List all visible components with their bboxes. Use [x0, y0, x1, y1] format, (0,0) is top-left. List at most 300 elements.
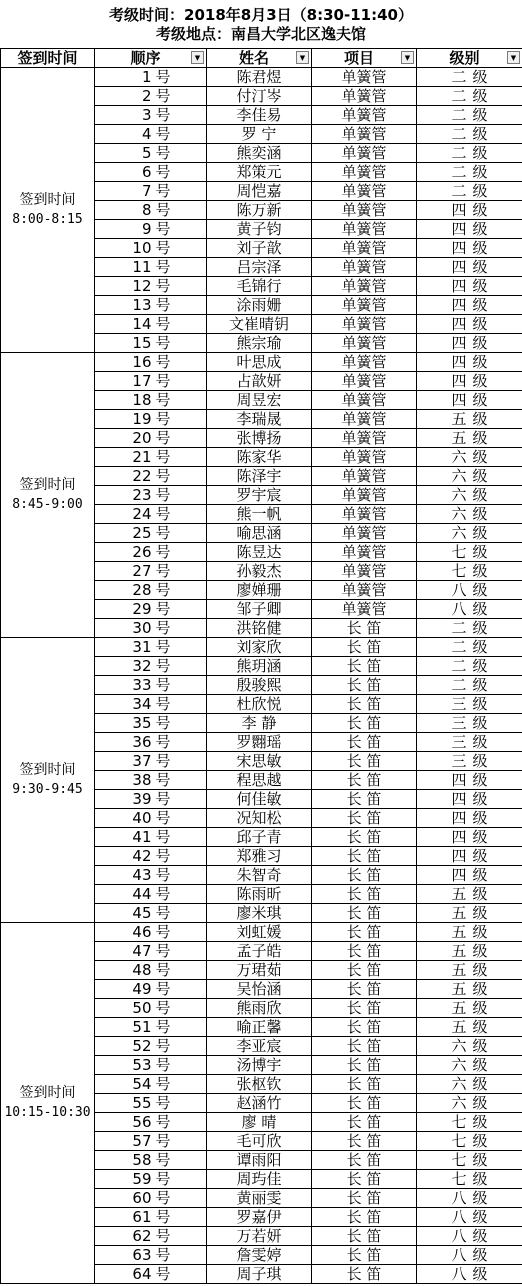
- name-cell: 李亚宸: [207, 1037, 312, 1056]
- order-number: 48: [132, 960, 152, 979]
- name-cell: 陈昱达: [207, 543, 312, 562]
- item-cell: 长 笛: [312, 1189, 417, 1208]
- order-number: 30: [132, 618, 152, 637]
- order-number: 7: [141, 181, 152, 200]
- order-cell: [95, 600, 207, 619]
- order-number: 43: [132, 865, 152, 884]
- item-cell: 单簧管: [312, 315, 417, 334]
- item-cell: 单簧管: [312, 467, 417, 486]
- order-cell: [95, 429, 207, 448]
- order-number: 51: [132, 1017, 152, 1036]
- level-cell: 七级: [417, 543, 522, 562]
- header-label: 级别: [449, 48, 480, 67]
- order-unit: 号: [155, 903, 171, 922]
- level-cell: 八级: [417, 1265, 522, 1284]
- level-cell: 六级: [417, 448, 522, 467]
- order-cell: [95, 505, 207, 524]
- order-number: 3: [141, 105, 152, 124]
- order-cell: [95, 448, 207, 467]
- order-number: 42: [132, 846, 152, 865]
- order-unit: 号: [155, 504, 171, 523]
- item-cell: 单簧管: [312, 410, 417, 429]
- level-cell: 五级: [417, 410, 522, 429]
- item-cell: 单簧管: [312, 258, 417, 277]
- order-cell: [95, 904, 207, 923]
- order-unit: 号: [155, 1093, 171, 1112]
- name-cell: 喻思涵: [207, 524, 312, 543]
- order-cell: [95, 353, 207, 372]
- order-cell: [95, 733, 207, 752]
- order-unit: 号: [155, 1131, 171, 1150]
- name-cell: 陈家华: [207, 448, 312, 467]
- item-cell: 长 笛: [312, 676, 417, 695]
- level-cell: 六级: [417, 524, 522, 543]
- order-cell: [95, 1170, 207, 1189]
- level-cell: 二级: [417, 638, 522, 657]
- item-cell: 单簧管: [312, 353, 417, 372]
- level-cell: 二级: [417, 676, 522, 695]
- order-unit: 号: [155, 181, 171, 200]
- name-cell: 文崔晴钥: [207, 315, 312, 334]
- order-cell: [95, 277, 207, 296]
- order-cell: [95, 410, 207, 429]
- filter-dropdown-icon[interactable]: ▼: [191, 51, 204, 64]
- order-cell: [95, 1018, 207, 1037]
- level-cell: 四级: [417, 790, 522, 809]
- level-cell: 四级: [417, 771, 522, 790]
- header-item: [312, 49, 417, 68]
- order-cell: [95, 524, 207, 543]
- order-unit: 号: [155, 1264, 171, 1283]
- order-unit: 号: [155, 751, 171, 770]
- order-cell: [95, 676, 207, 695]
- order-number: 21: [132, 447, 152, 466]
- order-number: 33: [132, 675, 152, 694]
- name-cell: 熊奕涵: [207, 144, 312, 163]
- order-cell: [95, 391, 207, 410]
- order-number: 63: [132, 1245, 152, 1264]
- order-cell: [95, 847, 207, 866]
- order-cell: [95, 638, 207, 657]
- level-cell: 四级: [417, 201, 522, 220]
- name-cell: 宋思敏: [207, 752, 312, 771]
- table-row: [1, 638, 522, 657]
- order-cell: [95, 581, 207, 600]
- name-cell: 孙毅杰: [207, 562, 312, 581]
- order-cell: [95, 68, 207, 87]
- level-cell: 八级: [417, 581, 522, 600]
- header-level: [417, 49, 522, 68]
- order-cell: [95, 657, 207, 676]
- order-number: 14: [132, 314, 152, 333]
- name-cell: 涂雨姗: [207, 296, 312, 315]
- order-unit: 号: [155, 1226, 171, 1245]
- order-number: 29: [132, 599, 152, 618]
- order-unit: 号: [155, 1188, 171, 1207]
- level-cell: 四级: [417, 391, 522, 410]
- order-unit: 号: [155, 1150, 171, 1169]
- schedule-table: [0, 48, 522, 1284]
- name-cell: 赵涵竹: [207, 1094, 312, 1113]
- filter-dropdown-icon[interactable]: ▼: [296, 51, 309, 64]
- name-cell: 熊玥涵: [207, 657, 312, 676]
- name-cell: 孟子皓: [207, 942, 312, 961]
- level-cell: 四级: [417, 353, 522, 372]
- checkin-time-range: 10:15-10:30: [4, 1105, 91, 1120]
- item-cell: 单簧管: [312, 106, 417, 125]
- item-cell: 长 笛: [312, 866, 417, 885]
- level-cell: 八级: [417, 1227, 522, 1246]
- order-number: 50: [132, 998, 152, 1017]
- item-cell: 单簧管: [312, 562, 417, 581]
- header-checkin-time: [1, 49, 95, 68]
- checkin-time-label: 签到时间: [19, 1085, 76, 1101]
- order-number: 13: [132, 295, 152, 314]
- item-cell: 长 笛: [312, 1170, 417, 1189]
- item-cell: 长 笛: [312, 1056, 417, 1075]
- order-unit: 号: [155, 580, 171, 599]
- level-cell: 六级: [417, 1075, 522, 1094]
- order-unit: 号: [155, 352, 171, 371]
- order-cell: [95, 543, 207, 562]
- name-cell: 李佳易: [207, 106, 312, 125]
- level-cell: 四级: [417, 809, 522, 828]
- order-cell: [95, 1189, 207, 1208]
- level-cell: 三级: [417, 714, 522, 733]
- level-cell: 四级: [417, 847, 522, 866]
- order-unit: 号: [155, 694, 171, 713]
- level-cell: 四级: [417, 258, 522, 277]
- order-unit: 号: [155, 1112, 171, 1131]
- order-unit: 号: [155, 713, 171, 732]
- item-cell: 长 笛: [312, 657, 417, 676]
- order-number: 39: [132, 789, 152, 808]
- order-number: 37: [132, 751, 152, 770]
- item-cell: 长 笛: [312, 885, 417, 904]
- order-number: 40: [132, 808, 152, 827]
- level-cell: 八级: [417, 1189, 522, 1208]
- order-cell: [95, 1075, 207, 1094]
- item-cell: 长 笛: [312, 1151, 417, 1170]
- order-unit: 号: [155, 808, 171, 827]
- checkin-time-label: 签到时间: [19, 192, 76, 208]
- order-number: 46: [132, 922, 152, 941]
- order-unit: 号: [155, 428, 171, 447]
- order-unit: 号: [155, 333, 171, 352]
- name-cell: 周昱宏: [207, 391, 312, 410]
- order-number: 8: [141, 200, 152, 219]
- order-unit: 号: [155, 238, 171, 257]
- order-number: 64: [132, 1264, 152, 1283]
- order-number: 62: [132, 1226, 152, 1245]
- order-unit: 号: [155, 941, 171, 960]
- order-cell: [95, 467, 207, 486]
- order-unit: 号: [155, 599, 171, 618]
- item-cell: 单簧管: [312, 87, 417, 106]
- item-cell: 单簧管: [312, 391, 417, 410]
- name-cell: 吕宗泽: [207, 258, 312, 277]
- order-number: 31: [132, 637, 152, 656]
- name-cell: 周恺嘉: [207, 182, 312, 201]
- checkin-time-range: 8:45-9:00: [12, 497, 83, 512]
- order-cell: [95, 258, 207, 277]
- name-cell: 毛锦行: [207, 277, 312, 296]
- item-cell: 长 笛: [312, 771, 417, 790]
- name-cell: 罗宇宸: [207, 486, 312, 505]
- order-unit: 号: [155, 846, 171, 865]
- level-cell: 七级: [417, 1151, 522, 1170]
- order-number: 5: [141, 143, 152, 162]
- level-cell: 二级: [417, 106, 522, 125]
- name-cell: 廖婵珊: [207, 581, 312, 600]
- order-number: 56: [132, 1112, 152, 1131]
- order-cell: [95, 1113, 207, 1132]
- header-row: [1, 49, 522, 68]
- name-cell: 陈雨昕: [207, 885, 312, 904]
- order-cell: [95, 771, 207, 790]
- item-cell: 单簧管: [312, 600, 417, 619]
- item-cell: 单簧管: [312, 448, 417, 467]
- level-cell: 八级: [417, 1246, 522, 1265]
- order-number: 10: [132, 238, 152, 257]
- order-unit: 号: [155, 143, 171, 162]
- order-cell: [95, 1227, 207, 1246]
- name-cell: 杜欣悦: [207, 695, 312, 714]
- level-cell: 七级: [417, 1132, 522, 1151]
- order-number: 27: [132, 561, 152, 580]
- exam-place-title: 考级地点：南昌大学北区逸夫馆: [155, 25, 366, 43]
- level-cell: 四级: [417, 334, 522, 353]
- order-number: 58: [132, 1150, 152, 1169]
- name-cell: 李瑞晟: [207, 410, 312, 429]
- checkin-time-cell: [1, 638, 95, 923]
- item-cell: 长 笛: [312, 790, 417, 809]
- level-cell: 四级: [417, 315, 522, 334]
- order-unit: 号: [155, 219, 171, 238]
- item-cell: 长 笛: [312, 638, 417, 657]
- order-number: 18: [132, 390, 152, 409]
- order-unit: 号: [155, 960, 171, 979]
- order-number: 53: [132, 1055, 152, 1074]
- level-cell: 四级: [417, 866, 522, 885]
- table-row: [1, 923, 522, 942]
- name-cell: 占歆妍: [207, 372, 312, 391]
- order-number: 9: [141, 219, 152, 238]
- item-cell: 单簧管: [312, 201, 417, 220]
- order-number: 26: [132, 542, 152, 561]
- order-cell: [95, 961, 207, 980]
- filter-dropdown-icon[interactable]: ▼: [507, 51, 520, 64]
- item-cell: 单簧管: [312, 334, 417, 353]
- name-cell: 邹子卿: [207, 600, 312, 619]
- order-cell: [95, 220, 207, 239]
- order-unit: 号: [155, 732, 171, 751]
- order-unit: 号: [155, 979, 171, 998]
- item-cell: 单簧管: [312, 581, 417, 600]
- order-number: 38: [132, 770, 152, 789]
- order-cell: [95, 106, 207, 125]
- header-label: 姓名: [238, 48, 269, 67]
- item-cell: 单簧管: [312, 543, 417, 562]
- name-cell: 殷骏熙: [207, 676, 312, 695]
- name-cell: 陈万新: [207, 201, 312, 220]
- order-unit: 号: [155, 1074, 171, 1093]
- order-cell: [95, 562, 207, 581]
- order-cell: [95, 999, 207, 1018]
- item-cell: 长 笛: [312, 714, 417, 733]
- name-cell: 熊雨欣: [207, 999, 312, 1018]
- order-unit: 号: [155, 276, 171, 295]
- order-unit: 号: [155, 1055, 171, 1074]
- item-cell: 长 笛: [312, 619, 417, 638]
- name-cell: 万珺茹: [207, 961, 312, 980]
- order-number: 36: [132, 732, 152, 751]
- level-cell: 二级: [417, 182, 522, 201]
- checkin-time-cell: [1, 68, 95, 353]
- checkin-time-range: 9:30-9:45: [12, 782, 83, 797]
- name-cell: 邱子青: [207, 828, 312, 847]
- item-cell: 长 笛: [312, 1113, 417, 1132]
- order-number: 49: [132, 979, 152, 998]
- order-unit: 号: [155, 827, 171, 846]
- level-cell: 七级: [417, 1113, 522, 1132]
- order-cell: [95, 752, 207, 771]
- item-cell: 长 笛: [312, 999, 417, 1018]
- name-cell: 汤博宇: [207, 1056, 312, 1075]
- header-label: 签到时间: [17, 48, 78, 67]
- order-number: 35: [132, 713, 152, 732]
- order-number: 57: [132, 1131, 152, 1150]
- order-unit: 号: [155, 656, 171, 675]
- item-cell: 单簧管: [312, 372, 417, 391]
- order-unit: 号: [155, 922, 171, 941]
- filter-dropdown-icon[interactable]: ▼: [401, 51, 414, 64]
- item-cell: 长 笛: [312, 733, 417, 752]
- table-row: [1, 353, 522, 372]
- item-cell: 单簧管: [312, 125, 417, 144]
- order-number: 24: [132, 504, 152, 523]
- order-cell: [95, 486, 207, 505]
- name-cell: 郑策元: [207, 163, 312, 182]
- order-number: 34: [132, 694, 152, 713]
- order-unit: 号: [155, 466, 171, 485]
- order-number: 20: [132, 428, 152, 447]
- item-cell: 长 笛: [312, 752, 417, 771]
- name-cell: 何佳敏: [207, 790, 312, 809]
- name-cell: 谭雨阳: [207, 1151, 312, 1170]
- order-number: 54: [132, 1074, 152, 1093]
- name-cell: 熊宗瑜: [207, 334, 312, 353]
- level-cell: 四级: [417, 296, 522, 315]
- level-cell: 五级: [417, 885, 522, 904]
- item-cell: 单簧管: [312, 163, 417, 182]
- item-cell: 长 笛: [312, 695, 417, 714]
- item-cell: 长 笛: [312, 942, 417, 961]
- level-cell: 四级: [417, 220, 522, 239]
- name-cell: 程思越: [207, 771, 312, 790]
- order-cell: [95, 828, 207, 847]
- order-number: 32: [132, 656, 152, 675]
- order-cell: [95, 1094, 207, 1113]
- order-number: 28: [132, 580, 152, 599]
- order-unit: 号: [155, 485, 171, 504]
- name-cell: 罗翾瑶: [207, 733, 312, 752]
- name-cell: 罗 宁: [207, 125, 312, 144]
- order-cell: [95, 201, 207, 220]
- order-cell: [95, 885, 207, 904]
- item-cell: 单簧管: [312, 220, 417, 239]
- name-cell: 叶思成: [207, 353, 312, 372]
- item-cell: 长 笛: [312, 980, 417, 999]
- level-cell: 三级: [417, 695, 522, 714]
- level-cell: 五级: [417, 904, 522, 923]
- order-number: 17: [132, 371, 152, 390]
- level-cell: 六级: [417, 1056, 522, 1075]
- name-cell: 詹雯婷: [207, 1246, 312, 1265]
- order-unit: 号: [155, 314, 171, 333]
- name-cell: 郑雅习: [207, 847, 312, 866]
- order-cell: [95, 315, 207, 334]
- name-cell: 廖 晴: [207, 1113, 312, 1132]
- name-cell: 吴怡涵: [207, 980, 312, 999]
- order-unit: 号: [155, 295, 171, 314]
- order-unit: 号: [155, 1017, 171, 1036]
- level-cell: 二级: [417, 657, 522, 676]
- level-cell: 五级: [417, 923, 522, 942]
- level-cell: 六级: [417, 486, 522, 505]
- order-unit: 号: [155, 162, 171, 181]
- order-cell: [95, 1056, 207, 1075]
- item-cell: 长 笛: [312, 961, 417, 980]
- item-cell: 长 笛: [312, 923, 417, 942]
- order-cell: [95, 714, 207, 733]
- order-number: 52: [132, 1036, 152, 1055]
- name-cell: 洪铭健: [207, 619, 312, 638]
- name-cell: 罗嘉伊: [207, 1208, 312, 1227]
- item-cell: 长 笛: [312, 828, 417, 847]
- order-unit: 号: [155, 865, 171, 884]
- level-cell: 五级: [417, 942, 522, 961]
- order-unit: 号: [155, 67, 171, 86]
- item-cell: 单簧管: [312, 486, 417, 505]
- order-cell: [95, 923, 207, 942]
- order-cell: [95, 866, 207, 885]
- order-unit: 号: [155, 390, 171, 409]
- order-unit: 号: [155, 86, 171, 105]
- order-unit: 号: [155, 523, 171, 542]
- name-cell: 万若妍: [207, 1227, 312, 1246]
- order-unit: 号: [155, 542, 171, 561]
- item-cell: 长 笛: [312, 1037, 417, 1056]
- level-cell: 四级: [417, 239, 522, 258]
- level-cell: 四级: [417, 277, 522, 296]
- item-cell: 长 笛: [312, 847, 417, 866]
- order-cell: [95, 809, 207, 828]
- order-number: 1: [141, 67, 152, 86]
- order-unit: 号: [155, 770, 171, 789]
- order-number: 4: [141, 124, 152, 143]
- order-unit: 号: [155, 618, 171, 637]
- item-cell: 长 笛: [312, 1018, 417, 1037]
- level-cell: 五级: [417, 999, 522, 1018]
- name-cell: 陈君煜: [207, 68, 312, 87]
- table-body: [1, 68, 522, 1284]
- name-cell: 廖米琪: [207, 904, 312, 923]
- checkin-time-label: 签到时间: [19, 477, 76, 493]
- level-cell: 六级: [417, 1037, 522, 1056]
- order-cell: [95, 980, 207, 999]
- item-cell: 单簧管: [312, 505, 417, 524]
